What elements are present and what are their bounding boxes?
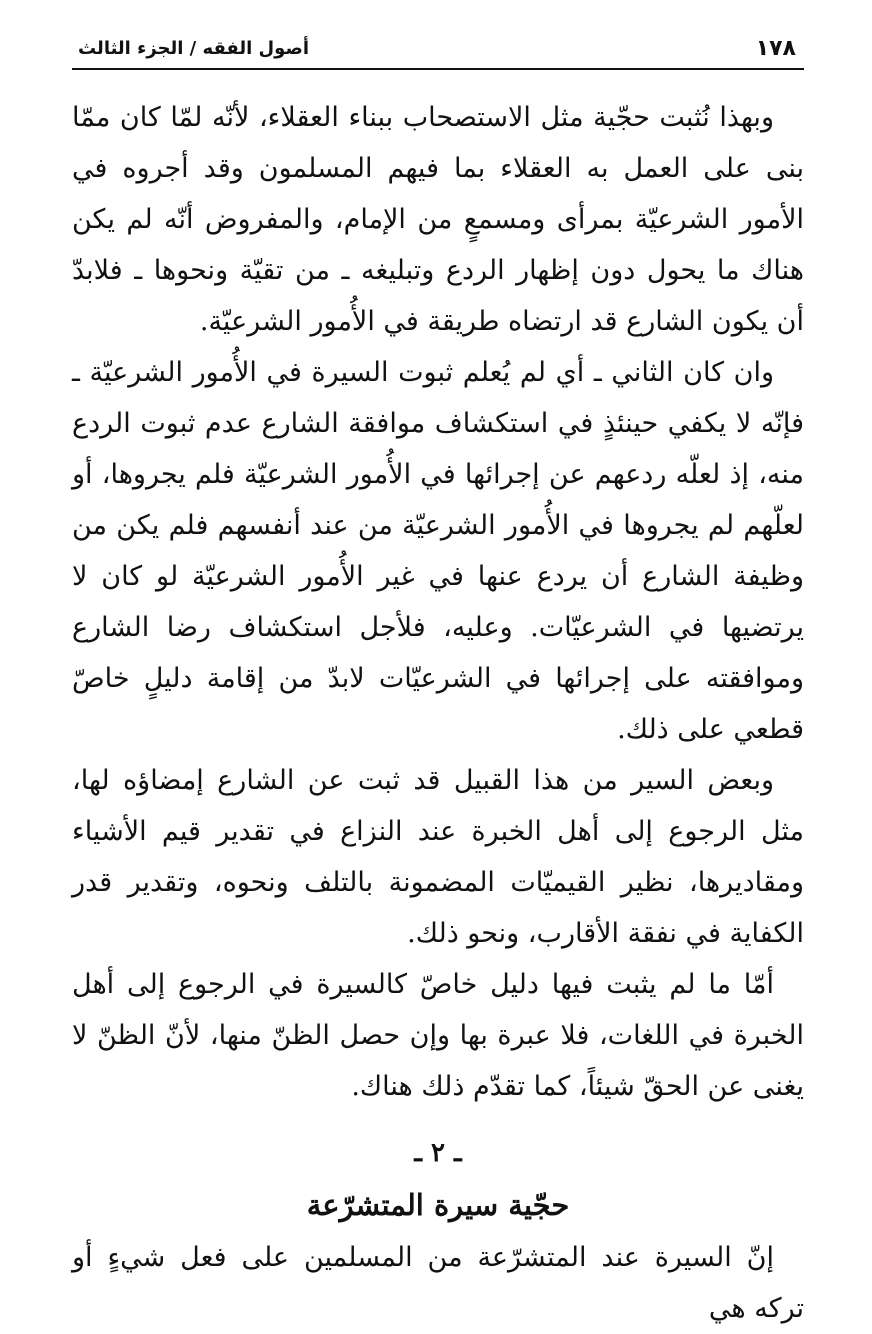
paragraph-1: وبهذا نُثبت حجّية مثل الاستصحاب ببناء العقلاء، لأنّه لمّا كان ممّا بنى على العمل به العقلاء بما فيهم المسلمون وقد أجروه في الأمور الشرعيّة بمرأى ومسمعٍ من الإمام، والمفروض أنّه لم يكن هناك ما يحول دون إظهار الردع وتبليغه ـ من تقيّة ونحوها ـ فلابدّ أن يكون الشارع قد ارتضاه طريقة في الأُمور الشرعيّة.: [72, 102, 804, 337]
page-number: ١٧٨: [755, 36, 796, 61]
page-body: [72, 92, 804, 1334]
paragraph-3: وبعض السير من هذا القبيل قد ثبت عن الشارع إمضاؤه لها، مثل الرجوع إلى أهل الخبرة عند النزاع في تقدير قيم الأشياء ومقاديرها، نظير القيميّات المضمونة بالتلف ونحوه، وتقدير قدر الكفاية في نفقة الأقارب، ونحو ذلك.: [72, 765, 804, 949]
paragraph-2: وان كان الثاني ـ أي لم يُعلم ثبوت السيرة في الأُمور الشرعيّة ـ فإنّه لا يكفي حينئذٍ في استكشاف موافقة الشارع عدم ثبوت الردع منه، إذ لعلّه ردعهم عن إجرائها في الأُمور الشرعيّة فلم يجروها، أو لعلّهم لم يجروها في الأُمور الشرعيّة من عند أنفسهم فلم يكن من وظيفة الشارع أن يردع عنها في غير الأُمور الشرعيّة لو كان لا يرتضيها في الشرعيّات. وعليه، فلأجل استكشاف رضا الشارع وموافقته على إجرائها في الشرعيّات لابدّ من إقامة دليلٍ خاصّ قطعي على ذلك.: [72, 357, 804, 745]
paragraph-4: أمّا ما لم يثبت فيها دليل خاصّ كالسيرة في الرجوع إلى أهل الخبرة في اللغات، فلا عبرة بها وإن حصل الظنّ منها، لأنّ الظنّ لا يغنى عن الحقّ شيئاً، كما تقدّم ذلك هناك.: [72, 969, 804, 1102]
running-title: أصول الفقه / الجزء الثالث: [78, 38, 310, 59]
page-header: [72, 34, 804, 70]
section-number: ـ ٢ ـ: [414, 1138, 462, 1168]
section-title: حجّية سيرة المتشرّعة: [306, 1188, 570, 1222]
paragraph-5: إنّ السيرة عند المتشرّعة من المسلمين على فعل شيءٍ أو تركه هي: [72, 1242, 804, 1324]
